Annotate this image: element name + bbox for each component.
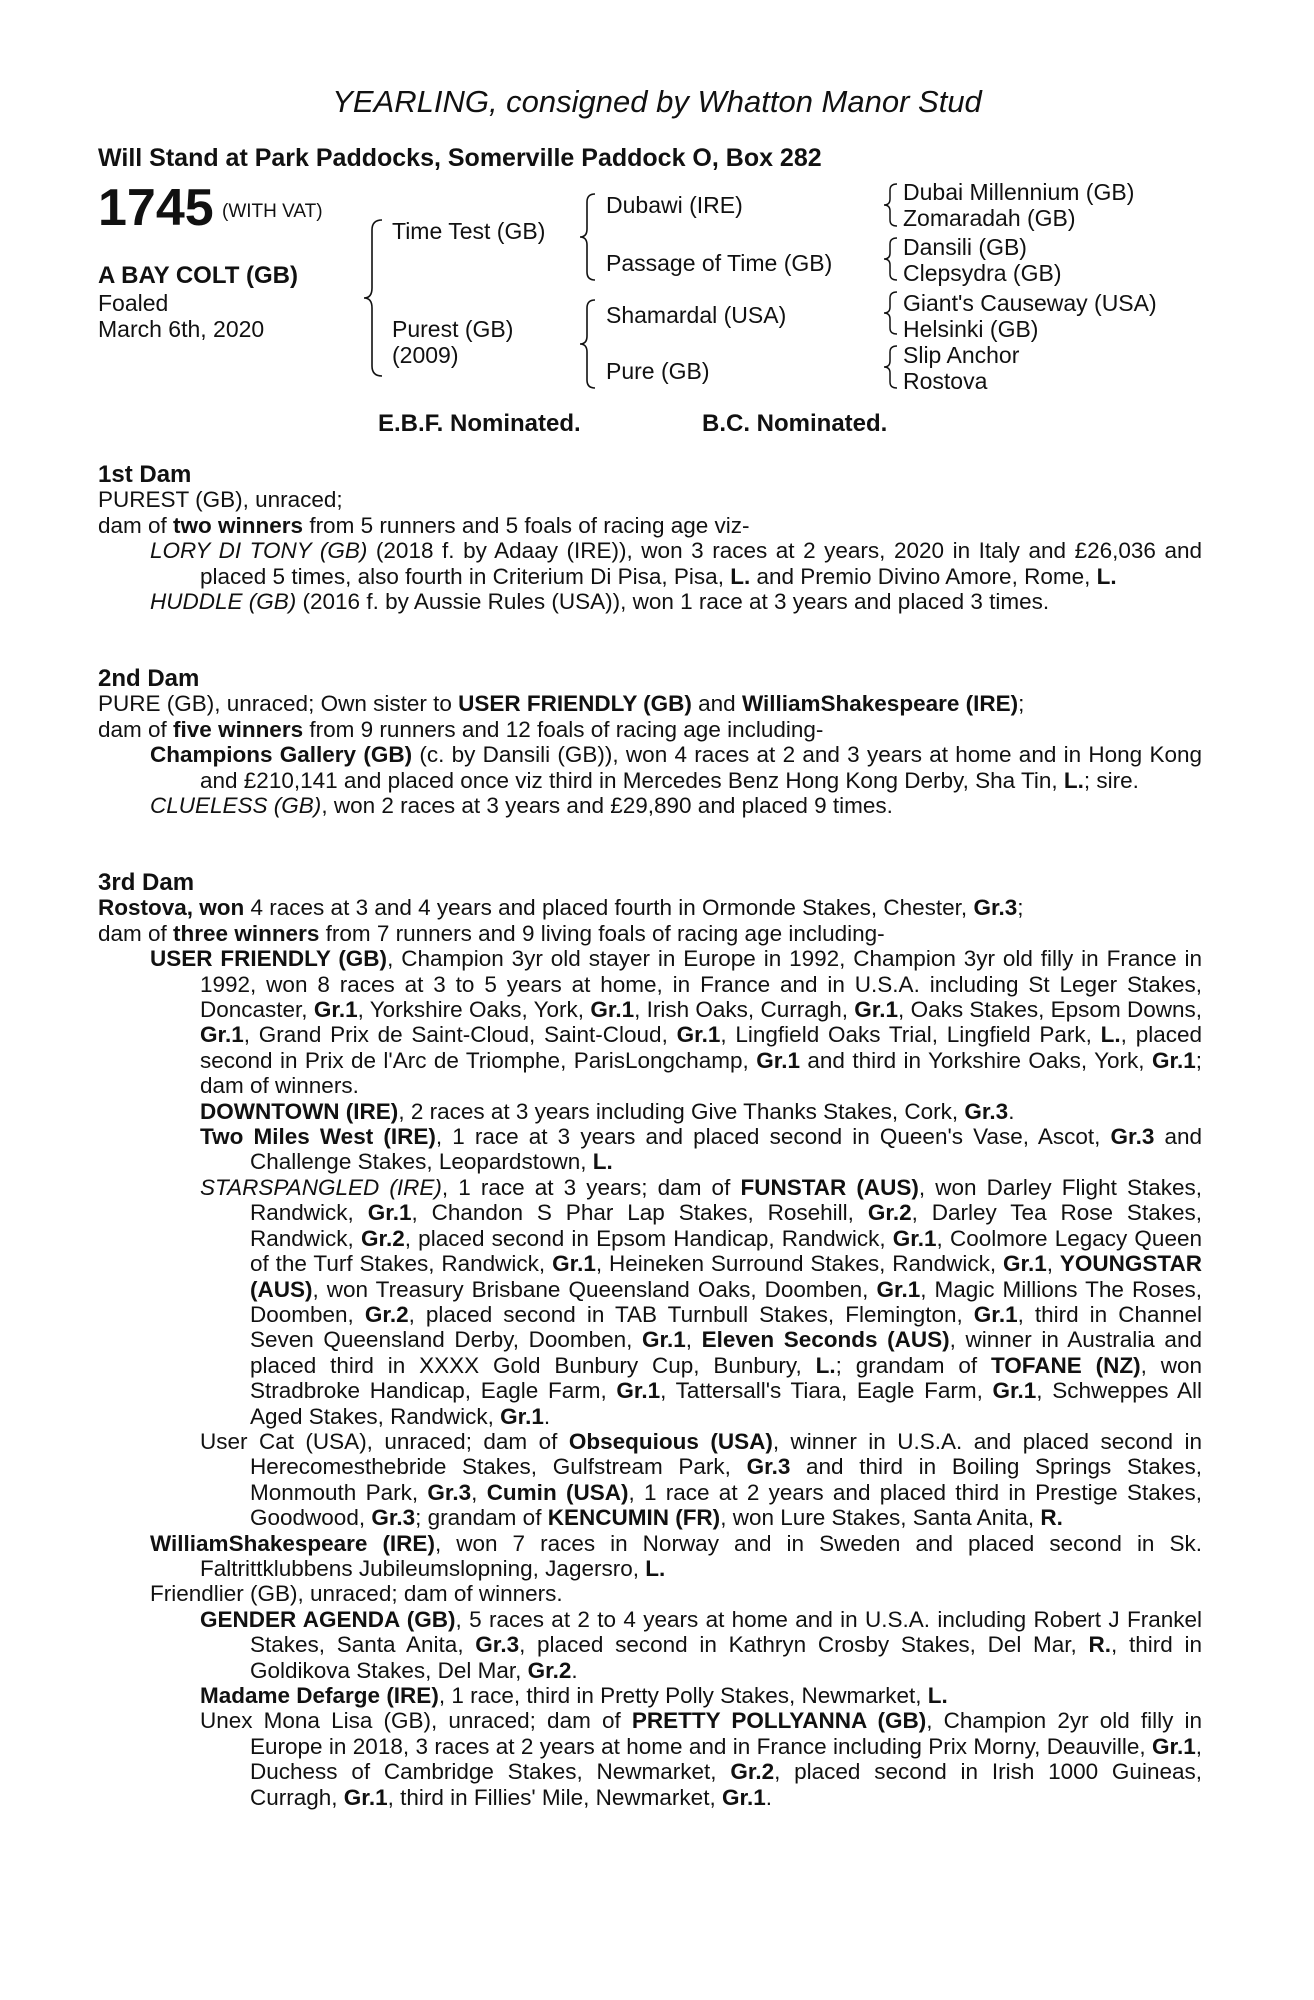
- first-dam-section: [98, 462, 1202, 614]
- produce-two-miles-west: Two Miles West (IRE), 1 race at 3 years and placed second in Queen's Vase, Ascot, Gr.3 and Challenge Stakes, Leopardstown, L.: [200, 1124, 1203, 1175]
- produce-friendlier: Friendlier (GB), unraced; dam of winners.: [150, 1581, 563, 1607]
- third-dam-produce-summary: dam of three winners from 7 runners and 9 living foals of racing age including-: [98, 920, 885, 946]
- pedigree-sire-dam: Passage of Time (GB): [606, 250, 833, 276]
- pedigree-g1: Dubai Millennium (GB): [903, 179, 1135, 205]
- pedigree-sire-sire: Dubawi (IRE): [606, 192, 743, 218]
- foaled-label: Foaled: [98, 290, 169, 316]
- pedigree-sire: Time Test (GB): [392, 218, 546, 244]
- second-dam-produce-summary: dam of five winners from 9 runners and 12 foals of racing age including-: [98, 716, 824, 742]
- produce-huddle: HUDDLE (GB) (2016 f. by Aussie Rules (USA)), won 1 race at 3 years and placed 3 times.: [150, 589, 1050, 615]
- pedigree-g2: Zomaradah (GB): [903, 205, 1076, 231]
- pedigree-brace-main: [360, 218, 390, 378]
- produce-clueless: CLUELESS (GB), won 2 races at 3 years and £29,890 and placed 9 times.: [150, 793, 893, 819]
- produce-lory-di-tony: LORY DI TONY (GB) (2018 f. by Adaay (IRE)), won 3 races at 2 years, 2020 in Italy and £26,036 and placed 5 times, also fourth in Criterium Di Pisa, Pisa, L. and Premio Divino Amore, Rome, L.: [150, 538, 1202, 589]
- horse-name: A BAY COLT (GB): [98, 262, 299, 289]
- bc-nomination: B.C. Nominated.: [702, 410, 888, 437]
- pedigree-brace-dam: [575, 298, 601, 390]
- first-dam-produce-summary: dam of two winners from 5 runners and 5 foals of racing age viz-: [98, 512, 750, 538]
- pedigree-brace-g1: [880, 182, 902, 228]
- second-dam-section: [98, 666, 1202, 818]
- first-dam-heading: 1st Dam: [98, 461, 192, 488]
- pedigree-g4: Clepsydra (GB): [903, 260, 1062, 286]
- second-dam-line: PURE (GB), unraced; Own sister to USER FRIENDLY (GB) and WilliamShakespeare (IRE);: [98, 691, 1025, 717]
- vat-note: (WITH VAT): [222, 201, 323, 222]
- pedigree-dam-sire: Shamardal (USA): [606, 302, 787, 328]
- pedigree-g8: Rostova: [903, 368, 988, 394]
- produce-user-friendly: USER FRIENDLY (GB), Champion 3yr old stayer in Europe in 1992, Champion 3yr old filly in France in 1992, won 8 races at 3 to 5 years at home, in France and in U.S.A. including St Leger Stakes, Doncaster, Gr.1, Yorkshire Oaks, York, Gr.1, Irish Oaks, Curragh, Gr.1, Oaks Stakes, Epsom Downs, Gr.1, Grand Prix de Saint-Cloud, Saint-Cloud, Gr.1, Lingfield Oaks Trial, Lingfield Park, L., placed second in Prix de l'Arc de Triomphe, ParisLongchamp, Gr.1 and third in Yorkshire Oaks, York, Gr.1; dam of winners.: [150, 946, 1203, 1099]
- pedigree-brace-g3: [880, 290, 902, 336]
- first-dam-line: PUREST (GB), unraced;: [98, 487, 343, 513]
- page-title: YEARLING, consigned by Whatton Manor Stud: [332, 84, 982, 119]
- produce-champions-gallery: Champions Gallery (GB) (c. by Dansili (GB)), won 4 races at 2 and 3 years at home and in Hong Kong and £210,141 and placed once viz third in Mercedes Benz Hong Kong Derby, Sha Tin, L.; sire.: [150, 742, 1202, 793]
- stabling-location: Will Stand at Park Paddocks, Somerville Paddock O, Box 282: [98, 144, 822, 172]
- pedigree-g3: Dansili (GB): [903, 234, 1027, 260]
- ebf-nomination: E.B.F. Nominated.: [378, 410, 581, 437]
- pedigree-g7: Slip Anchor: [903, 342, 1020, 368]
- third-dam-heading: 3rd Dam: [98, 869, 195, 896]
- pedigree-dam-year: (2009): [392, 342, 459, 368]
- foaled-date: March 6th, 2020: [98, 316, 265, 342]
- produce-gender-agenda: GENDER AGENDA (GB), 5 races at 2 to 4 years at home and in U.S.A. including Robert J Frankel Stakes, Santa Anita, Gr.3, placed second in Kathryn Crosby Stakes, Del Mar, R., third in Goldikova Stakes, Del Mar, Gr.2.: [200, 1606, 1202, 1683]
- third-dam-section: [98, 870, 1202, 1810]
- second-dam-heading: 2nd Dam: [98, 665, 200, 692]
- produce-williamshakespeare: WilliamShakespeare (IRE), won 7 races in Norway and in Sweden and placed second in Sk. Faltrittklubbens Jubileumslopning, Jagersro, L.: [150, 1530, 1202, 1581]
- pedigree-brace-sire: [575, 192, 601, 282]
- pedigree-dam: Purest (GB): [392, 316, 514, 342]
- pedigree-brace-g2: [880, 236, 902, 282]
- lot-number: 1745: [98, 179, 214, 237]
- pedigree-brace-g4: [880, 344, 902, 390]
- pedigree-g6: Helsinki (GB): [903, 316, 1039, 342]
- produce-starspangled: STARSPANGLED (IRE), 1 race at 3 years; dam of FUNSTAR (AUS), won Darley Flight Stakes, Randwick, Gr.1, Chandon S Phar Lap Stakes, Rosehill, Gr.2, Darley Tea Rose Stakes, Randwick, Gr.2, placed second in Epsom Handicap, Randwick, Gr.1, Coolmore Legacy Queen of the Turf Stakes, Randwick, Gr.1, Heineken Surround Stakes, Randwick, Gr.1, YOUNGSTAR (AUS), won Treasury Brisbane Queensland Oaks, Doomben, Gr.1, Magic Millions The Roses, Doomben, Gr.2, placed second in TAB Turnbull Stakes, Flemington, Gr.1, third in Channel Seven Queensland Derby, Doomben, Gr.1, Eleven Seconds (AUS), winner in Australia and placed third in XXXX Gold Bunbury Cup, Bunbury, L.; grandam of TOFANE (NZ), won Stradbroke Handicap, Eagle Farm, Gr.1, Tattersall's Tiara, Eagle Farm, Gr.1, Schweppes All Aged Stakes, Randwick, Gr.1.: [200, 1174, 1203, 1429]
- produce-user-cat: User Cat (USA), unraced; dam of Obsequious (USA), winner in U.S.A. and placed second in Herecomesthebride Stakes, Gulfstream Park, Gr.3 and third in Boiling Springs Stakes, Monmouth Park, Gr.3, Cumin (USA), 1 race at 2 years and placed third in Prestige Stakes, Goodwood, Gr.3; grandam of KENCUMIN (FR), won Lure Stakes, Santa Anita, R.: [200, 1428, 1203, 1531]
- produce-downtown: DOWNTOWN (IRE), 2 races at 3 years including Give Thanks Stakes, Cork, Gr.3.: [200, 1098, 1015, 1124]
- produce-madame-defarge: Madame Defarge (IRE), 1 race, third in Pretty Polly Stakes, Newmarket, L.: [200, 1683, 948, 1708]
- pedigree-g5: Giant's Causeway (USA): [903, 290, 1157, 316]
- pedigree-dam-dam: Pure (GB): [606, 358, 710, 384]
- third-dam-line: Rostova, won 4 races at 3 and 4 years and placed fourth in Ormonde Stakes, Chester, Gr.3;: [98, 895, 1024, 921]
- produce-unex-mona-lisa: Unex Mona Lisa (GB), unraced; dam of PRETTY POLLYANNA (GB), Champion 2yr old filly in Europe in 2018, 3 races at 2 years at home and in France including Prix Morny, Deauville, Gr.1, Duchess of Cambridge Stakes, Newmarket, Gr.2, placed second in Irish 1000 Guineas, Curragh, Gr.1, third in Fillies' Mile, Newmarket, Gr.1.: [200, 1708, 1203, 1810]
